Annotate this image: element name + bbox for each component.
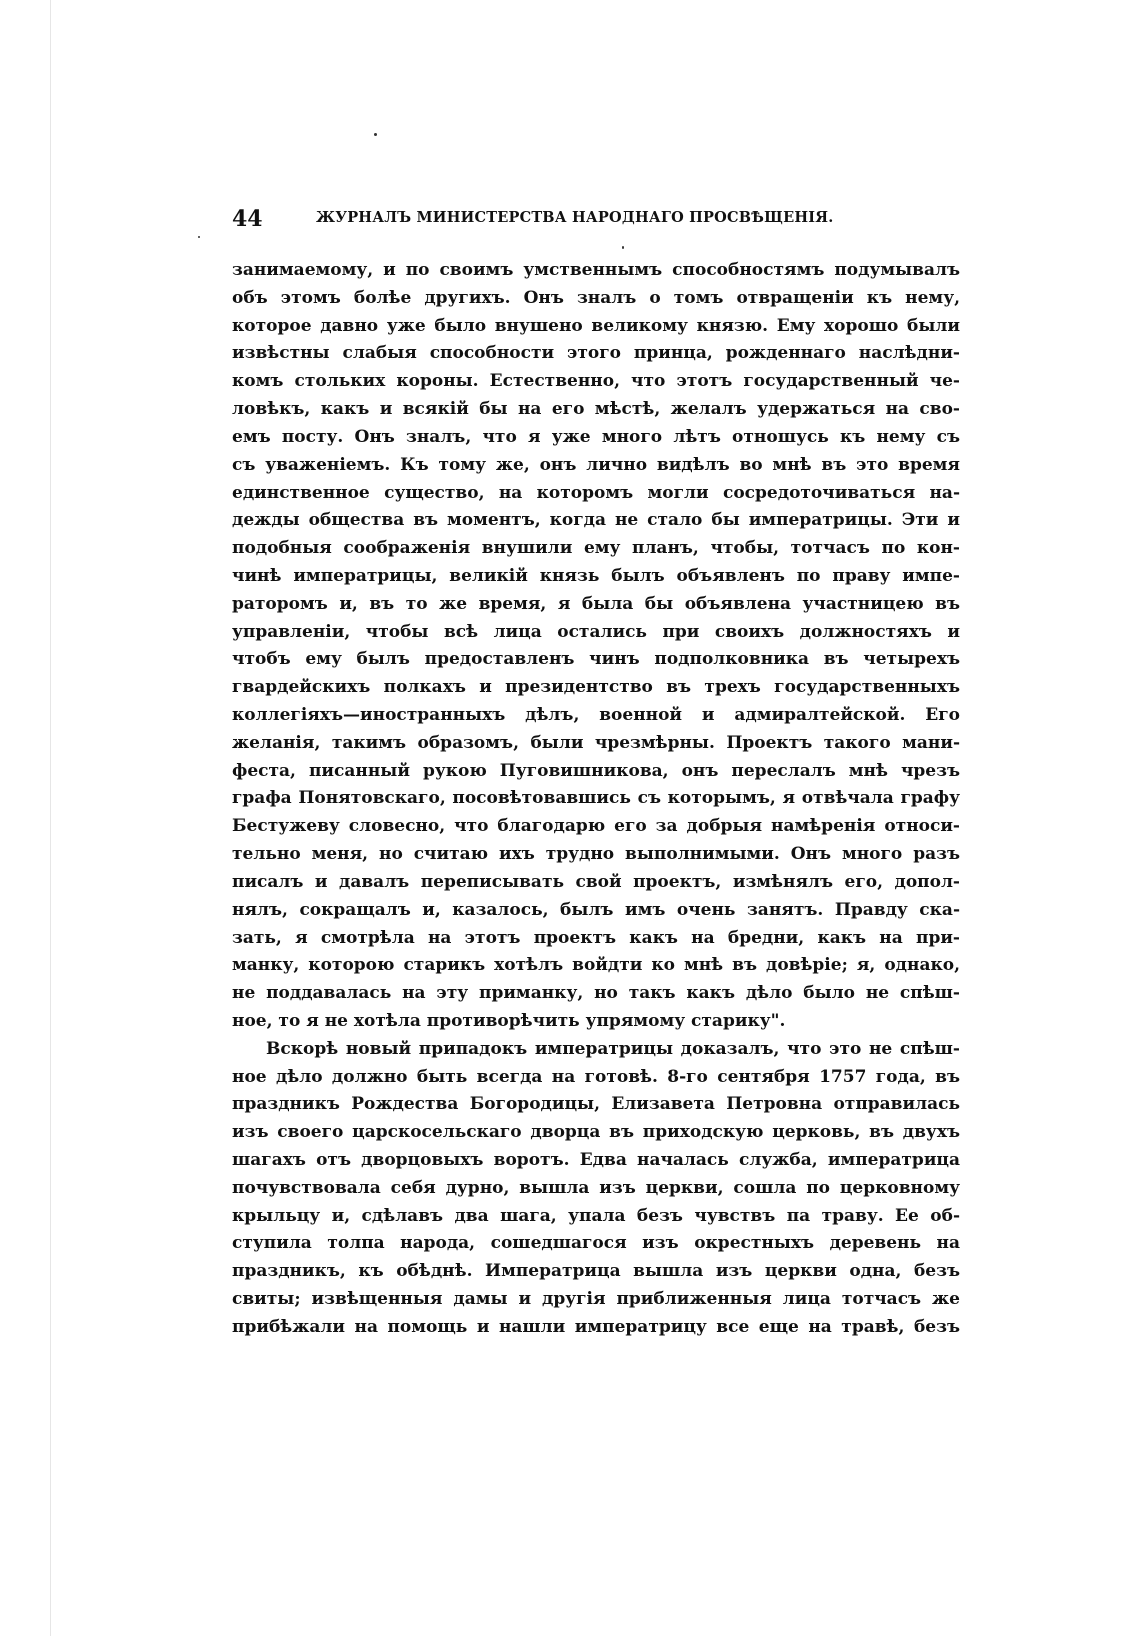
text-line: прибѣжали на помощь и нашли императрицу все еще на травѣ, безъ xyxy=(232,1316,960,1337)
text-line: не поддавалась на эту приманку, но такъ какъ дѣло было не спѣш- xyxy=(232,983,960,1004)
text-line: графа Понятовскаго, посовѣтовавшись съ которымъ, я отвѣчала графу xyxy=(232,788,960,809)
text-line: ловѣкъ, какъ и всякій бы на его мѣстѣ, желалъ удержаться на сво- xyxy=(232,399,960,420)
text-line: гвардейскихъ полкахъ и президентство въ трехъ государственныхъ xyxy=(232,677,960,698)
text-line: желанія, такимъ образомъ, были чрезмѣрны. Проектъ такого мани- xyxy=(232,732,960,753)
scan-speck xyxy=(198,236,200,238)
text-line: писалъ и давалъ переписывать свой проектъ, измѣнялъ его, допол- xyxy=(232,871,960,892)
text-line: объ этомъ болѣе другихъ. Онъ зналъ о томъ отвращеніи къ нему, xyxy=(232,287,960,308)
text-line: единственное существо, на которомъ могли сосредоточиваться на- xyxy=(232,482,960,503)
text-line: праздникъ Рождества Богородицы, Елизавета Петровна отправилась xyxy=(232,1094,960,1115)
text-line: праздникъ, къ обѣднѣ. Императрица вышла изъ церкви одна, безъ xyxy=(232,1261,960,1282)
text-line: тельно меня, но считаю ихъ трудно выполнимыми. Онъ много разъ xyxy=(232,844,960,865)
text-line: съ уваженіемъ. Къ тому же, онъ лично видѣлъ во мнѣ въ это время xyxy=(232,454,960,475)
paragraph-first-line: Вскорѣ новый припадокъ императрицы доказалъ, что это не спѣш- xyxy=(266,1038,960,1059)
text-line: феста, писанный рукою Пуговишникова, онъ переслалъ мнѣ чрезъ xyxy=(232,760,960,781)
text-line: ное, то я не хотѣла противорѣчить упрямому старику". xyxy=(232,1010,786,1031)
text-line: раторомъ и, въ то же время, я была бы объявлена участницею въ xyxy=(232,593,960,614)
text-line: зать, я смотрѣла на этотъ проектъ какъ на бредни, какъ на при- xyxy=(232,927,960,948)
text-line: чинѣ императрицы, великій князь былъ объявленъ по праву импе- xyxy=(232,565,960,586)
text-line: подобныя соображенія внушили ему планъ, чтобы, тотчасъ по кон- xyxy=(232,538,960,559)
scan-speck xyxy=(374,133,377,136)
text-line: занимаемому, и по своимъ умственнымъ способностямъ подумывалъ xyxy=(232,260,960,280)
text-line: извѣстны слабыя способности этого принца, рожденнаго наслѣдни- xyxy=(232,343,960,364)
text-line: шагахъ отъ дворцовыхъ воротъ. Едва началась служба, императрица xyxy=(232,1150,960,1170)
text-line: которое давно уже было внушено великому князю. Ему хорошо были xyxy=(232,315,960,336)
text-line: ное дѣло должно быть всегда на готовѣ. 8-го сентября 1757 года, въ xyxy=(232,1066,960,1087)
text-line: управленіи, чтобы всѣ лица остались при своихъ должностяхъ и xyxy=(232,621,960,642)
text-line: почувствовала себя дурно, вышла изъ церкви, сошла по церковному xyxy=(232,1177,960,1198)
text-line: манку, которою старикъ хотѣлъ войдти ко мнѣ въ довѣріе; я, однако, xyxy=(232,955,960,976)
text-line: ступила толпа народа, сошедшагося изъ окрестныхъ деревень на xyxy=(232,1233,960,1254)
text-line: изъ своего царскосельскаго дворца въ приходскую церковь, въ двухъ xyxy=(232,1122,960,1143)
text-line: комъ стольких короны. Естественно, что этотъ государственный че- xyxy=(232,371,960,392)
text-line: нялъ, сокращалъ и, казалось, былъ имъ очень занятъ. Правду ска- xyxy=(232,899,960,920)
scan-gutter-line xyxy=(50,0,51,1636)
text-line: чтобъ ему былъ предоставленъ чинъ подполковника въ четырехъ xyxy=(232,649,960,670)
running-title: ЖУРНАЛЪ МИНИСТЕРСТВА НАРОДНАГО ПРОСВѢЩЕНІЯ. xyxy=(316,209,834,226)
text-line: свиты; извѣщенныя дамы и другія приближенныя лица тотчасъ же xyxy=(232,1289,960,1310)
text-line: дежды общества въ моментъ, когда не стало бы императрицы. Эти и xyxy=(232,510,960,531)
text-line: емъ посту. Онъ зналъ, что я уже много лѣтъ отношусь къ нему съ xyxy=(232,426,960,447)
text-line: Бестужеву словесно, что благодарю его за добрыя намѣренія относи- xyxy=(232,816,960,837)
scan-speck xyxy=(622,246,624,249)
text-line: крыльцу и, сдѣлавъ два шага, упала безъ чувствъ па траву. Ее об- xyxy=(232,1205,960,1226)
page-header xyxy=(232,206,960,238)
text-line: коллегіяхъ—иностранныхъ дѣлъ, военной и адмиралтейской. Его xyxy=(232,705,960,725)
body-text xyxy=(232,257,960,1342)
page-number: 44 xyxy=(232,206,263,232)
